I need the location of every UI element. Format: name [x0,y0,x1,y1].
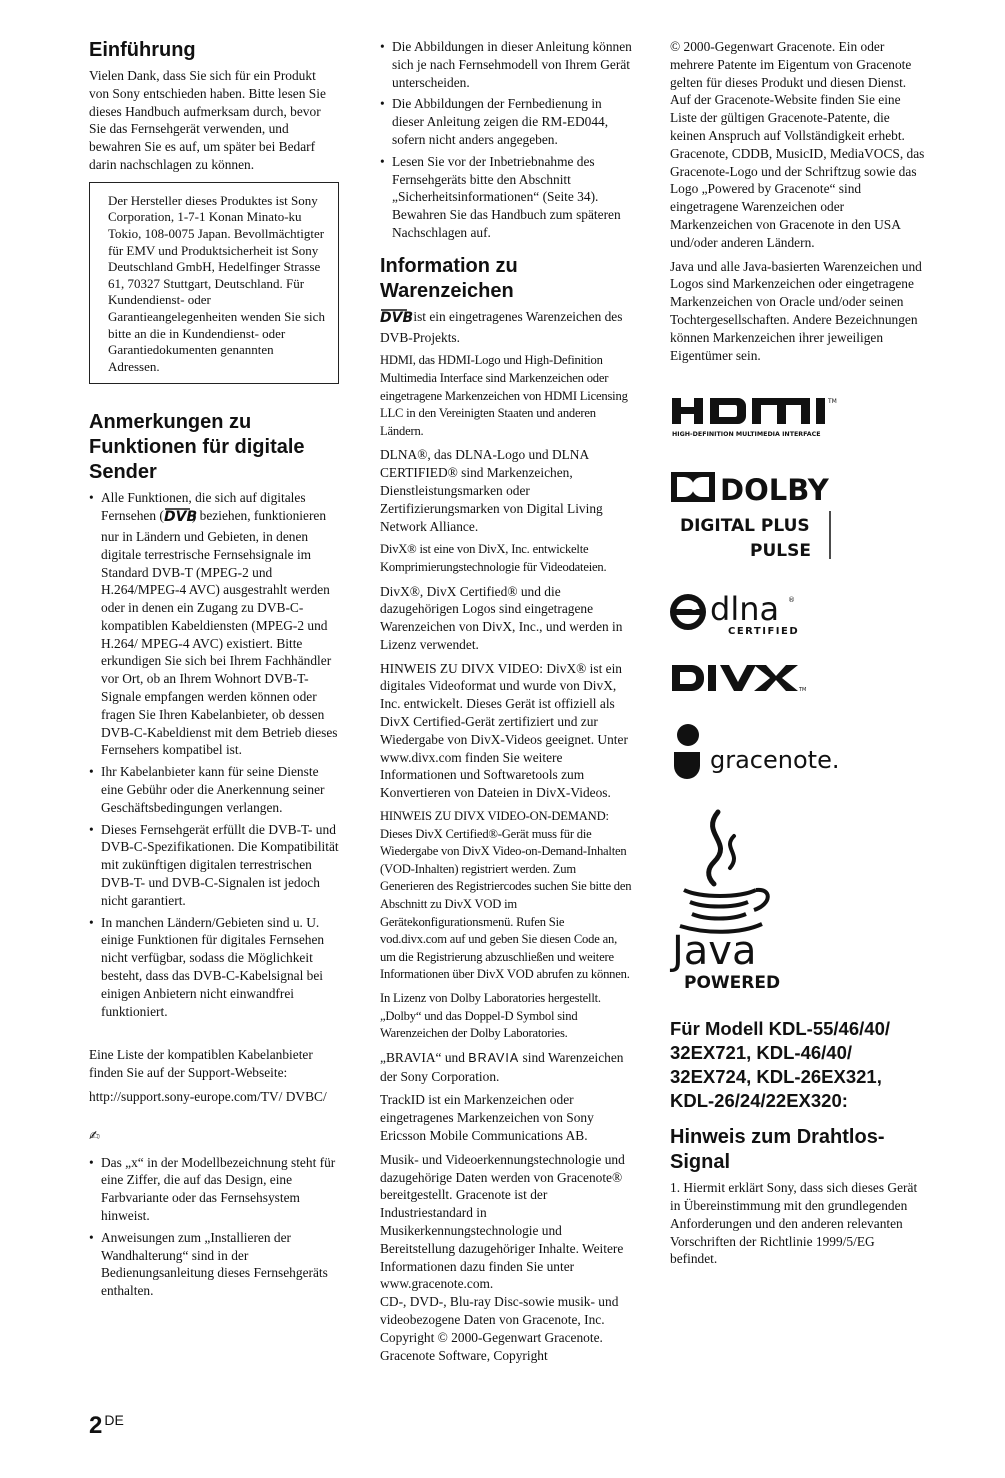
divx-logo [670,661,925,702]
dolby-trademark-text: In Lizenz von Dolby Laboratories hergestellt. „Dolby“ und das Doppel-D Symbol sind Warenzeichen der Dolby Laboratories. [380,991,601,1041]
list-item: • Die Abbildungen der Fernbedienung in dieser Anleitung zeigen die RM-ED044, sofern nicht anders angegeben. [380,95,632,148]
column-middle [380,38,632,1370]
dvb-logo-icon [380,309,414,329]
svg-text:DVB: DVB [380,309,414,326]
list-item: • Das „x“ in der Modellbezeichnung steht für eine Ziffer, die auf das Design, eine Farbvariante oder das Fernsehsystem hinweist. [89,1154,339,1225]
intro-text: Vielen Dank, dass Sie sich für ein Produkt von Sony entschieden haben. Bitte lesen Sie dieses Handbuch aufmerksam durch, bevor Sie das Fernsehgerät verwenden, und bewahren Sie es auf, um später bei Bedarf darin nachschlagen zu können. [89,68,326,172]
column-right [670,38,925,1274]
wireless-heading: Hinweis zum Drahtlos-Signal [670,1126,885,1174]
dlna-certified: CERTIFIED [728,625,800,637]
svg-text:TM: TM [828,398,837,406]
svg-text:DVB: DVB [163,509,197,526]
gracenote-copyright-text: CD-, DVD-, Blu-ray Disc-sowie musik- und videobezogene Daten von Gracenote, Inc. Copyright © 2000-Gegenwart Gracenote. Gracenote Software, Copyright [380,1294,619,1363]
list-item: • Lesen Sie vor der Inbetriebnahme des Fernsehgeräts bitte den Abschnitt „Sicherheitsinformationen“ (Seite 34). Bewahren Sie das Handbuch zum späteren Nachschlagen auf. [380,153,632,242]
wireless-text: 1. Hiermit erklärt Sony, dass sich dieses Gerät in Übereinstimmung mit den grundlegenden Anforderungen und den anderen relevanten Vorschriften der Richtlinie 1999/5/EG befindet. [670,1180,918,1267]
dlna-trademark-text: DLNA®, das DLNA-Logo und DLNA CERTIFIED® sind Markenzeichen, Dienstleistungsmarken oder Zertifizierungsmarken von Digital Living Network Alliance. [380,447,603,534]
hdmi-subtitle: HIGH-DEFINITION MULTIMEDIA INTERFACE [672,431,821,439]
model-notes-list [89,1154,339,1300]
dlna-logo [670,588,925,643]
hdmi-trademark-text: HDMI, das HDMI-Logo und High-Definition Multimedia Interface sind Markenzeichen oder eingetragene Markenzeichen von HDMI Licensing LLC in den Vereinigten Staaten und anderen Ländern. [380,353,628,438]
support-url[interactable]: http://support.sony-europe.com/TV/ DVBC/ [89,1089,327,1105]
hdmi-logo [670,394,925,443]
java-logo [670,804,925,999]
bravia-trademark-text: „BRAVIA“ und BRAVIA sind Warenzeichen der Sony Corporation. [380,1049,624,1084]
bravia-logo: BRAVIA [468,1050,520,1065]
list-item: • Dieses Fernsehgerät erfüllt die DVB-T- und DVB-C-Spezifikationen. Die Kompatibilität mit zukünftigen digitalen terrestrischen DVB-T- und DVB-C-Signalen ist jedoch nicht garantiert. [89,821,339,910]
dolby-digital-plus: DIGITAL PLUS [680,516,810,537]
dolby-pulse: PULSE [750,541,811,562]
svg-text:TM: TM [799,686,807,693]
svg-text:®: ® [788,595,795,604]
divx-video-note: HINWEIS ZU DIVX VIDEO: DivX® ist ein digitales Videoformat und wurde von DivX, Inc. entwickelt. Dieses Gerät ist offiziell als DivX Certified-Gerät zertifiziert und zur Wiedergabe von DivX-Videos geeignet. Unter www.divx.com finden Sie weitere Informationen und Softwaretools zum Konvertieren von Dateien in DivX-Videos. [380,660,628,801]
page-footer [89,1412,124,1440]
digital-notes-list [89,489,339,1020]
dvb-logo-icon [163,508,197,528]
divx-trademark-text: DivX® ist eine von DivX, Inc. entwickelte Komprimierungstechnologie für Videodateien. [380,542,607,574]
trackid-trademark-text: TrackID ist ein Markenzeichen oder eingetragenes Markenzeichen von Sony Ericsson Mobile Communications AB. [380,1092,594,1143]
gracenote-text: Musik- und Videoerkennungstechnologie und dazugehörige Daten werden von Gracenote® bereitgestellt. Gracenote ist der Industriestandard in Musikerkennungstechnologie und Bereitstellung dazugehöriger Inhalte. Weitere Informationen dazu finden Sie unter www.gracenote.com. [380,1151,625,1292]
java-trademark-text: Java und alle Java-basierten Warenzeichen und Logos sind Markenzeichen oder eingetragene Markenzeichen von Oracle und/oder seinen Tochtergesellschaften. Andere Bezeichnungen können Markenzeichen ihrer jeweiligen Eigentümer sein. [670,258,922,363]
cable-list-text: Eine Liste der kompatiblen Kabelanbieter finden Sie auf der Support-Webseite: [89,1047,313,1081]
divx-certified-text: DivX®, DivX Certified® und die dazugehörigen Logos sind eingetragene Warenzeichen von DivX, Inc., und werden in Lizenz verwendet. [380,583,623,652]
intro-heading: Einführung [89,39,196,61]
list-item: • Die Abbildungen in dieser Anleitung können sich je nach Fernsehmodell von Ihrem Gerät unterscheiden. [380,38,632,91]
list-item: • Alle Funktionen, die sich auf digitales Fernsehen ( DVB ) beziehen, funktionieren nur in Ländern und Gebieten, in denen digitale terrestrische Fernsehsignale im Standard DVB-T (MPEG-2 und H.264/MPEG-4 AVC) ausgestrahlt werden oder in denen ein Zugang zu DVB-C-kompatiblen Kabeldiensten (MPEG-2 und H.264/ MPEG-4 AVC) existiert. Bitte erkundigen Sie sich bei Ihrem Fachhändler vor Ort, ob an Ihrem Wohnort DVB-T-Signale empfangen werden können oder fragen Sie Ihren Kabelanbieter, ob dessen DVB-C-Kabeldienst mit dem Betrieb dieses Fernsehers kompatibel ist. [89,489,339,759]
column-left [89,38,339,1306]
illustration-notes-list [380,38,632,242]
divx-vod-note: HINWEIS ZU DIVX VIDEO-ON-DEMAND: Dieses DivX Certified®-Gerät muss für die Wiedergabe von DivX Video-on-Demand-Inhalten (VOD-Inhalten) registriert werden. Zum Generieren des Registriercodes suchen Sie bitte den Abschnitt zu DivX VOD im Gerätekonfigurationsmenü. Rufen Sie vod.divx.com auf und geben Sie diesen Code an, um die Registrierung abzuschließen und weitere Informationen über DivX VOD abrufen zu können. [380,809,632,982]
page-number: 2 [89,1412,103,1439]
list-item: • Anweisungen zum „Installieren der Wandhalterung“ sind in der Bedienungsanleitung dieses Fernsehgeräts enthalten. [89,1229,339,1300]
manufacturer-box: Der Hersteller dieses Produktes ist Sony Corporation, 1-7-1 Konan Minato-ku Tokio, 108-0075 Japan. Bevollmächtigter für EMV und Produktsicherheit ist Sony Deutschland GmbH, Hedelfinger Strasse 61, 70327 Stuttgart, Deutschland. Für Kundendienst- oder Garantieangelegenheiten wenden Sie sich bitte an die in Kundendienst- oder Garantiedokumenten genannten Adressen. [89,182,339,385]
list-item: • In manchen Ländern/Gebieten sind u. U. einige Funktionen für digitales Fernsehen nicht verfügbar, sodass die Möglichkeit besteht, dass das DVB-C-Kabelsignal bei einigen Anbietern nicht einwandfrei funktioniert. [89,914,339,1021]
java-powered: POWERED [684,973,781,994]
digital-heading: Anmerkungen zu Funktionen für digitale Sender [89,411,305,484]
gracenote-word: gracenote. [710,745,840,774]
gracenote-patent-text: © 2000-Gegenwart Gracenote. Ein oder mehrere Patente im Eigentum von Gracenote gelten für dieses Produkt und diesen Dienst. Auf der Gracenote-Website finden Sie eine Liste der gültigen Gracenote-Patente, die keinen Anspruch auf Vollständigkeit erhebt. Gracenote, CDDB, MusicID, MediaVOCS, das Gracenote-Logo und der Schriftzug sowie das Logo „Powered by Gracenote“ sind eingetragene Warenzeichen oder Markenzeichen von Gracenote in den USA und/oder anderen Ländern. [670,39,925,250]
gracenote-logo [670,722,925,787]
model-heading: Für Modell KDL-55/46/40/ 32EX721, KDL-46/40/ 32EX724, KDL-26EX321, KDL-26/24/22EX320: [670,1018,890,1112]
list-item: • Ihr Kabelanbieter kann für seine Dienste eine Gebühr oder die Anerkennung seiner Geschäftsbedingungen verlangen. [89,763,339,816]
dolby-logo [670,471,925,566]
dolby-word: DOLBY [720,473,829,508]
note-pencil-icon: ✍ [89,1128,100,1144]
trademark-heading: Information zu Warenzeichen [380,254,518,302]
language-code: DE [104,1412,124,1428]
dvb-trademark-text: ist ein eingetragenes Warenzeichen des DVB-Projekts. [380,308,623,345]
dlna-word: dlna [710,589,780,628]
java-word: Java [672,928,757,975]
